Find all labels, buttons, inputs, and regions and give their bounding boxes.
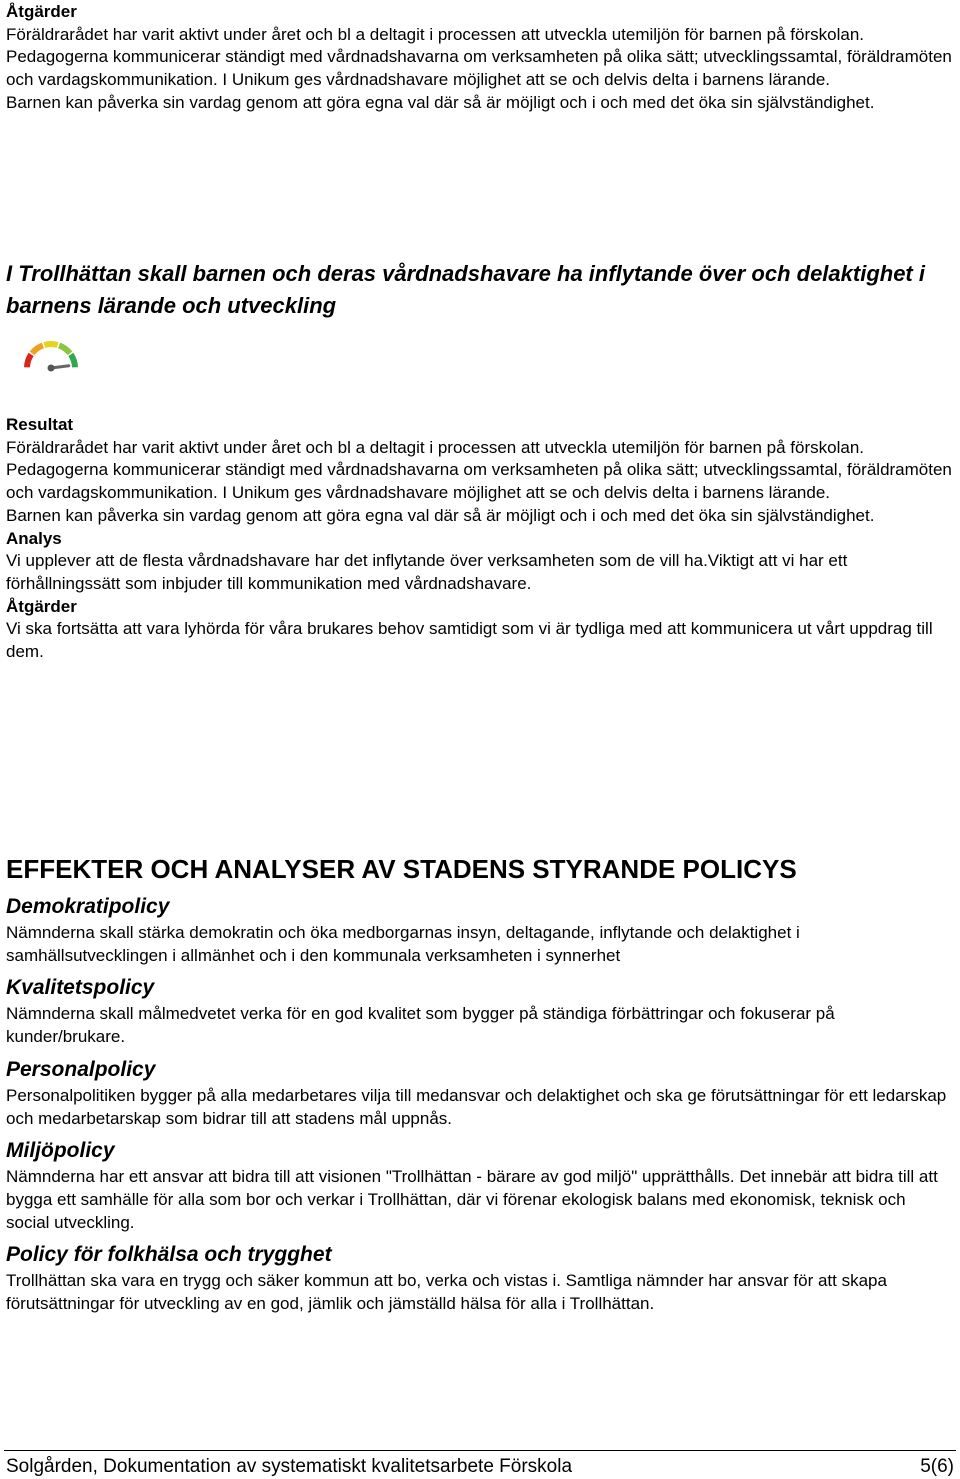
policy-personal xyxy=(6,1056,952,1130)
goal-section xyxy=(6,258,952,322)
speedometer-gauge-icon xyxy=(20,338,82,376)
gauge-hub xyxy=(48,365,55,372)
resultat-paragraph-1: Föräldrarådet har varit aktivt under året och bl a deltagit i processen att utveckla utemiljön för barnen på förskolan. Pedagogerna kommunicerar ständigt med vårdnadshavarna om verksamheten på olika sätt; utvecklingssamtal, föräldramöten och vardagskommunikation. I Unikum ges vårdnadshavare möjlighet att se och delvis delta i barnens lärande. xyxy=(6,437,952,503)
gauge-segment xyxy=(59,345,70,353)
policy-folkhalsa xyxy=(6,1241,952,1315)
gauge-segment xyxy=(32,345,43,353)
atgarder-heading: Åtgärder xyxy=(6,2,77,21)
result-section xyxy=(6,414,952,664)
policy-title: Demokratipolicy xyxy=(6,895,170,918)
policy-title: Kvalitetspolicy xyxy=(6,976,155,1000)
top-paragraph-2: Barnen kan påverka sin vardag genom att göra egna val där så är möjligt och i och med det öka sin självständighet. xyxy=(6,92,875,112)
effects-section xyxy=(6,852,952,1316)
policy-text: Nämnderna har ett ansvar att bidra till att visionen "Trollhättan - bärare av god miljö" upprätthålls. Det innebär att bidra till att bygga ett samhälle för alla som bor och verkar i Trollhättan, där vi förenar ekologisk balans med ekonomisk, teknisk och social utveckling. xyxy=(6,1167,938,1232)
policy-title: Personalpolicy xyxy=(6,1057,156,1081)
policy-kvalitet xyxy=(6,974,952,1048)
footer-document-title: Solgården, Dokumentation av systematiskt kvalitetsarbete Förskola xyxy=(6,1456,573,1477)
gauge-segment xyxy=(44,344,57,345)
atgarder-paragraph: Vi ska fortsätta att vara lyhörda för våra brukares behov samtidigt som vi är tydliga med att kommunicera ut vårt uppdrag till dem. xyxy=(6,619,933,662)
top-section xyxy=(6,1,952,115)
footer-page-number: 5(6) xyxy=(920,1456,954,1477)
policy-text: Nämnderna skall stärka demokratin och öka medborgarnas insyn, deltagande, inflytande och delaktighet i samhällsutvecklingen i allmänhet och i den kommunala verksamheten i synnerhet xyxy=(6,923,800,965)
atgarder-heading-2: Åtgärder xyxy=(6,596,77,616)
analys-paragraph: Vi upplever att de flesta vårdnadshavare har det inflytande över verksamheten som de vill ha.Viktigt att vi har ett förhållningssätt som inbjuder till kommunikation med vårdnadshavare. xyxy=(6,551,848,593)
policy-text: Nämnderna skall målmedvetet verka för en god kvalitet som bygger på ständiga förbättringar och fokuserar på kunder/brukare. xyxy=(6,1004,835,1047)
policy-text: Trollhättan ska vara en trygg och säker kommun att bo, verka och vistas i. Samtliga nämnder har ansvar för att skapa förutsättningar för utveckling av en god, jämlik och jämställd hälsa för alla i Trollhättan. xyxy=(6,1271,887,1314)
goal-title: I Trollhättan skall barnen och deras vårdnadshavare ha inflytande över och delaktighet i barnens lärande och utveckling xyxy=(6,261,925,318)
analys-heading: Analys xyxy=(6,528,62,548)
resultat-heading: Resultat xyxy=(6,415,74,434)
policy-title: Miljöpolicy xyxy=(6,1139,115,1163)
gauge-arcs xyxy=(27,344,75,367)
gauge-segment xyxy=(71,354,75,367)
gauge-segment xyxy=(27,354,31,367)
policy-miljo xyxy=(6,1137,952,1234)
top-paragraph-1: Föräldrarådet har varit aktivt under året och bl a deltagit i processen att utveckla utemiljön för barnen på förskolan. Pedagogerna kommunicerar ständigt med vårdnadshavarna om verksamheten på olika sätt; utvecklingssamtal, föräldramöten och vardagskommunikation. I Unikum ges vårdnadshavare möjlighet att se och delvis delta i barnens lärande. xyxy=(6,24,952,90)
effects-title: EFFEKTER OCH ANALYSER AV STADENS STYRANDE POLICYS xyxy=(6,854,797,884)
policy-demokrati xyxy=(6,893,952,967)
resultat-paragraph-2: Barnen kan påverka sin vardag genom att göra egna val där så är möjligt och i och med det öka sin självständighet. xyxy=(6,505,875,525)
page-footer xyxy=(4,1450,956,1479)
policy-text: Personalpolitiken bygger på alla medarbetares vilja till medansvar och delaktighet och ska ge förutsättningar för ett ledarskap och medarbetarskap som bidrar till att stadens mål uppnås. xyxy=(6,1085,947,1128)
policy-title: Policy för folkhälsa och trygghet xyxy=(6,1243,332,1267)
